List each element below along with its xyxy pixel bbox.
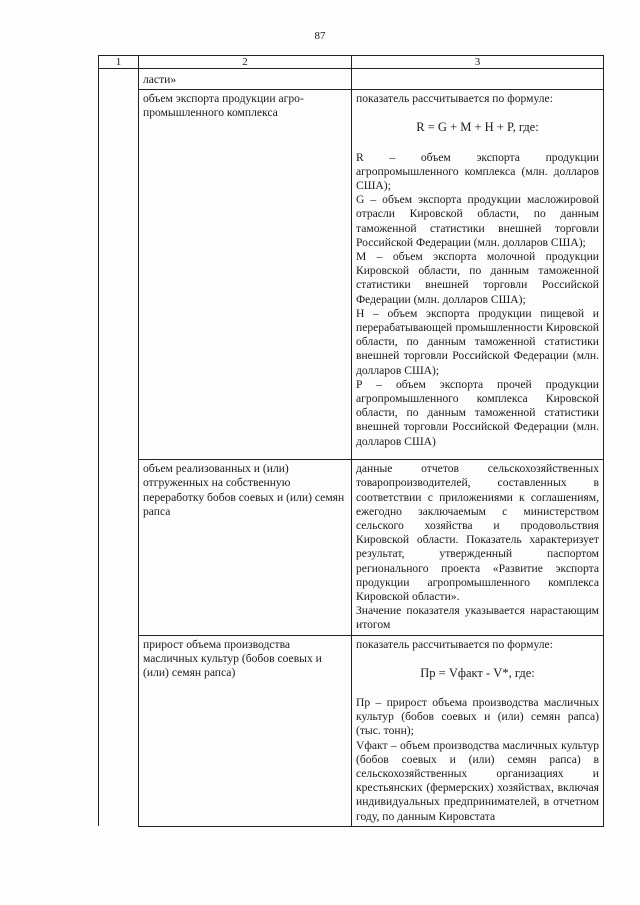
- formula: Пр = Vфакт - V*, где:: [420, 665, 535, 680]
- method-intro: показатель рассчитывается по формуле:: [356, 92, 553, 106]
- table-row: [99, 460, 604, 635]
- table-row: [99, 90, 604, 460]
- indicator-cell: ласти»: [139, 69, 352, 90]
- row-number-cell: [99, 460, 139, 635]
- row-number-cell: [99, 90, 139, 460]
- header-col-2: 2: [139, 56, 352, 69]
- definition: Р – объем экспорта прочей продукции агропромышленного комплекса Кировской области, по данным таможенной статистики внешней торговли Российской Федерации (млн. долларов США): [356, 377, 599, 448]
- method-text: данные отчетов сельскохозяйственных товаропроизводителей, составленных в соответствии с приложениями к соглашениям, ежегодно заключаемым с министерством сельского хозяйства и продовольствия Кировской области. Показатель характеризует результат, утвержденный паспортом регионального проекта «Развитие экспорта продукции агропромышленного комплекса Кировской области».: [356, 462, 599, 604]
- definition: G – объем экспорта продукции масложировой отрасли Кировской области, по данным таможенной статистики внешней торговли Российской Федерации (млн. долларов США);: [356, 193, 599, 249]
- header-col-3: 3: [352, 56, 604, 69]
- row-number-cell: [99, 635, 139, 826]
- table-row: [99, 635, 604, 826]
- method-intro: показатель рассчитывается по формуле:: [356, 637, 553, 651]
- indicator-cell: объем экспорта продукции агро-промышленного комплекса: [139, 90, 352, 460]
- table-row: [99, 69, 604, 90]
- page-number: 87: [314, 30, 326, 42]
- header-col-1: 1: [99, 56, 139, 69]
- method-cell: [352, 90, 604, 460]
- indicator-cell: объем реализованных и (или) отгруженных на собственную переработку бобов соевых и (или) семян рапса: [139, 460, 352, 635]
- method-cell: [352, 69, 604, 90]
- method-cell: [352, 460, 604, 635]
- method-note: Значение показателя указывается нарастающим итогом: [356, 604, 599, 632]
- definition: М – объем экспорта молочной продукции Кировской области, по данным таможенной статистики внешней торговли Российской Федерации (млн. долларов США);: [356, 250, 599, 306]
- formula: R = G + M + H + P, где:: [416, 120, 539, 135]
- definition: Vфакт – объем производства масличных культур (бобов соевых и (или) семян рапса) в сельскохозяйственных организациях и крестьянских (фермерских) хозяйствах, включая индивидуальных предпринимателей, в отчетном году, по данным Кировстата: [356, 738, 599, 823]
- indicators-table: [98, 55, 604, 827]
- indicator-cell: прирост объема производства масличных культур (бобов соевых и (или) семян рапса): [139, 635, 352, 826]
- method-cell: [352, 635, 604, 826]
- definition: Н – объем экспорта продукции пищевой и перерабатывающей промышленности Кировской области, по данным таможенной статистики внешней торговли Российской Федерации (млн. долларов США);: [356, 306, 599, 377]
- row-number-cell: [99, 69, 139, 90]
- definition: Пр – прирост объема производства масличных культур (бобов соевых и (или) семян рапса) (тыс. тонн);: [356, 696, 599, 738]
- table-header-row: [99, 56, 604, 69]
- definition: R – объем экспорта продукции агропромышленного комплекса (млн. долларов США);: [356, 150, 599, 193]
